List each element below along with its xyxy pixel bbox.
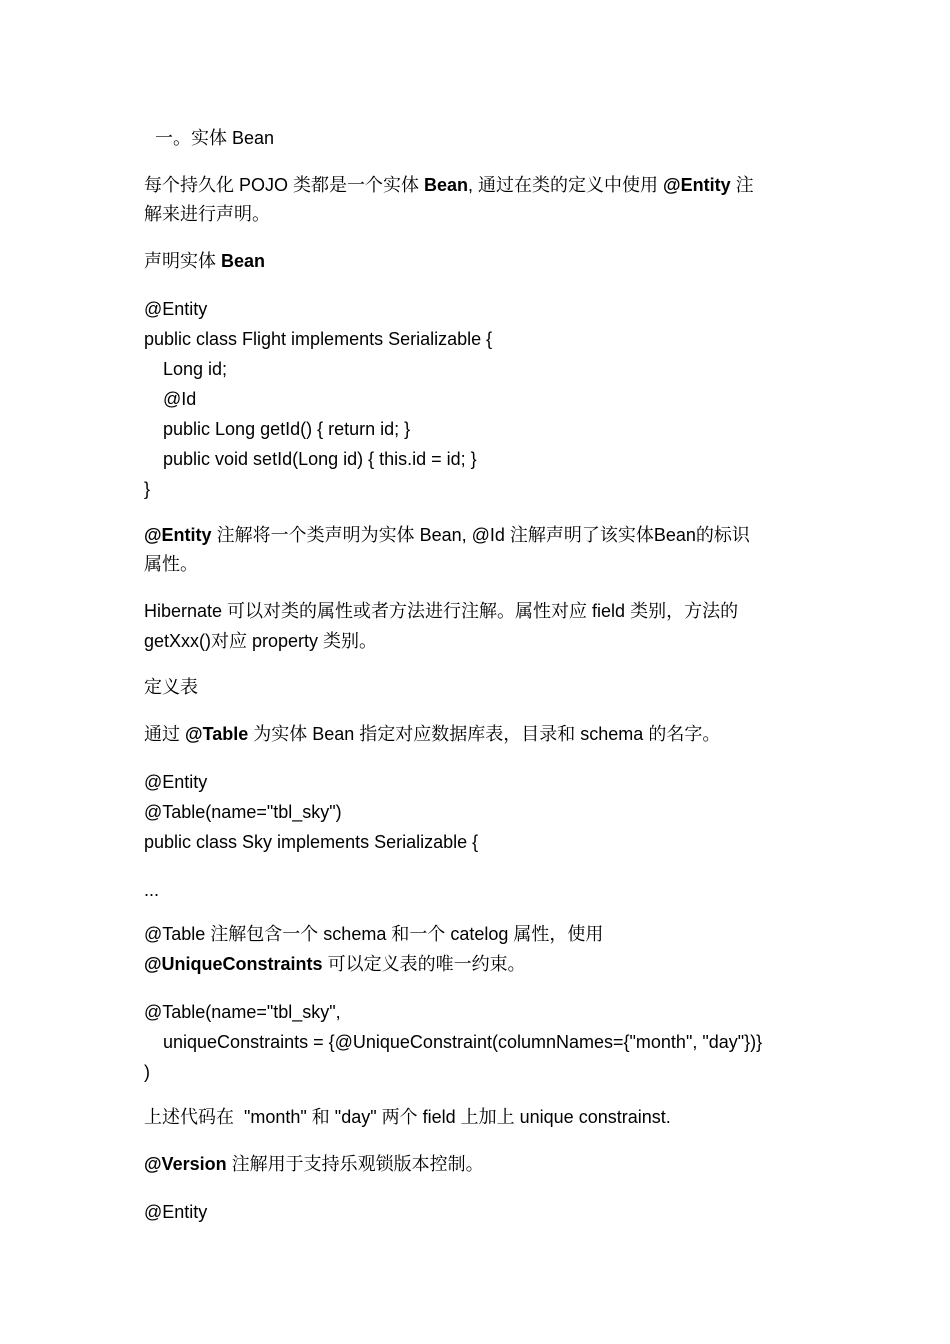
ellipsis: ...: [144, 880, 160, 900]
paragraph: getXxx()对应 property 类别。: [144, 631, 378, 651]
code-line: @Entity: [144, 772, 208, 792]
code-line: public class Sky implements Serializable {: [144, 832, 479, 852]
code-line: uniqueConstraints = {@UniqueConstraint(columnNames={"month", "day"})}: [163, 1032, 763, 1052]
subheading: 定义表: [144, 677, 198, 697]
code-line: public class Flight implements Serializable {: [144, 329, 493, 349]
code-line: @Table(name="tbl_sky",: [144, 1002, 341, 1022]
code-line: @Entity: [144, 1202, 208, 1222]
code-line: public Long getId() { return id; }: [163, 419, 411, 439]
paragraph: @Table 注解包含一个 schema 和一个 catelog 属性，使用: [144, 924, 604, 944]
paragraph: 属性。: [144, 554, 198, 574]
paragraph: Hibernate 可以对类的属性或者方法进行注解。属性对应 field 类别，方法的: [144, 601, 739, 621]
section-heading: 一。实体 Bean: [155, 128, 275, 148]
subheading: 声明实体 Bean: [144, 251, 266, 271]
paragraph: @Version 注解用于支持乐观锁版本控制。: [144, 1154, 484, 1174]
paragraph: @Entity 注解将一个类声明为实体 Bean, @Id 注解声明了该实体Bean的标识: [144, 525, 750, 545]
paragraph: @UniqueConstraints 可以定义表的唯一约束。: [144, 954, 526, 974]
paragraph: 通过 @Table 为实体 Bean 指定对应数据库表，目录和 schema 的名字。: [144, 724, 721, 744]
code-line: @Id: [163, 389, 197, 409]
code-line: @Table(name="tbl_sky"): [144, 802, 342, 822]
code-line: ): [144, 1062, 150, 1082]
paragraph: 解来进行声明。: [144, 204, 270, 224]
paragraph: 上述代码在 "month" 和 "day" 两个 field 上加上 unique constrainst.: [144, 1107, 671, 1127]
code-line: Long id;: [163, 359, 228, 379]
code-line: public void setId(Long id) { this.id = id; }: [163, 449, 477, 469]
paragraph: 每个持久化 POJO 类都是一个实体 Bean, 通过在类的定义中使用 @Entity 注: [144, 175, 754, 195]
code-line: @Entity: [144, 299, 208, 319]
code-line: }: [144, 479, 151, 499]
